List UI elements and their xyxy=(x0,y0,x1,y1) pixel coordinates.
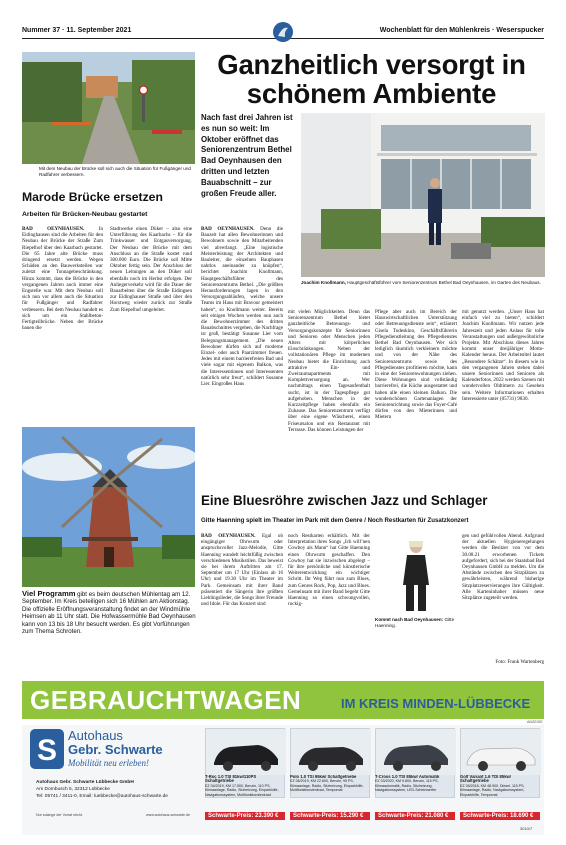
concert-headline: Eine Bluesröhre zwischen Jazz und Schlager xyxy=(201,493,488,508)
car-price-3: Schwarte-Preis: 21.080 € xyxy=(375,812,455,820)
ad-region: IM KREIS MINDEN-LÜBBECKE xyxy=(341,696,531,711)
main-photo-caption xyxy=(301,280,545,286)
main-dateline: BAD OEYNHAUSEN. xyxy=(201,226,255,232)
main-text-col1 xyxy=(201,226,283,480)
singer-caption-text: Gitte Haenning. xyxy=(375,617,455,628)
dealer-website[interactable]: www.autohaus-schwarte.de xyxy=(146,813,190,817)
autohaus-s-logo-icon xyxy=(30,729,64,769)
senior-center-photo xyxy=(301,113,545,277)
main-headline-line1: Ganzheitlich versorgt in xyxy=(217,49,526,80)
car-price-2: Schwarte-Preis: 15.290 € xyxy=(290,812,370,820)
bridge-text-1: In Eidinghausen sind die Arbeiten für den Neubau der Brücke der Straße Zum Riepelhof über den Kaarbach gestartet. Die 65 Jahre alte Brücke muss dringend ersetzt werden. Wegen Schäden an den Bauwerksteilen war zuletzt eine Tonnagebeschränkung. Hinzu kommt, dass die Brücke in den vergangenen Jahren auch immer eine Engstelle war. Mit dem Neubau soll sich nun vor allem auch die Situation für Fußgänger und Radfahrer verbessern. Bei dem Neubau handelt es sich um ein Stahlbeton-Fertigteilbrücke. Neben der Brücke bauen die xyxy=(22,226,103,332)
page-number: 3010/7 xyxy=(520,826,533,831)
mill-lead: Viel Programm xyxy=(22,589,76,598)
singer-photo xyxy=(375,535,457,614)
car-name-4: Golf Variant 1.6 TDI 85kw/ Schaltgetriebe xyxy=(460,775,511,784)
main-text-col3: Pflege aber auch im Bereich der Hauswirtschaftlichen Unterstützung oder Betreuungsdienste sein“, erläutert Gisela Todeskino, Geschäftsführerin Pflegedienstleitung des Pflegedienstes Bethel Bad Oeynhausen. Wer sich lediglich räumlich verkleinern möchte und von der Nähe des Seniorenzentrums sowie des Pflegedienstes profitieren möchte, kann in eine der Seniorenwohnungen ziehen. Diese Wohnungen sind vollständig barrierefrei, die Küche ausgestattet und haben alle einen kleinen Balkon. Die wunderschönen Gartenanlagen der Seniorenrichtung sowie das Foyer-Café dürfen von den Mieterinnen und Mietern xyxy=(375,309,457,421)
main-caption-name: Joachim Knollmann, xyxy=(301,280,346,285)
ad-footnote: Nur solange der Vorrat reicht. xyxy=(36,813,83,817)
ad-tag: ANZEIGE xyxy=(527,720,543,724)
car-info-2 xyxy=(290,775,370,804)
car-details-2: EZ 06/2019, KM 22.600, Benzin, 95 PS, Klimaanlage, Radio, Sitzheizung, Einparkhilfe, Multifunktionslenkrad, Tempomat xyxy=(290,779,364,793)
concert-dateline: BAD OEYNHAUSEN. xyxy=(201,533,256,539)
mill-note xyxy=(22,590,197,635)
singer-caption-lead: Kommt nach Bad Oeynhausen: xyxy=(375,617,444,622)
bridge-subheadline: Arbeiten für Brücken-Neubau gestartet xyxy=(22,211,148,218)
main-text-col2: mit vielen Möglichkeiten. Denn das Seniorenzentrum Bethel bietet ganzheitliche Betreuungs- und Versorgungskonzepte für Seniorinnen und Senioren oder Menschen jeden Alters mit körperlichen Einschränkungen. Neben der vollstationären Pflege im modernen Neubau bietet die Einrichtung auch attraktive Ein- und Zweiraumapartments mit Komplettversorgung an. Wer nachmittags einen Tagesaufenthalt sucht, ist in der Tagespflege gut aufgehoben. Menschen in der Kurzzeitpflege haben ebenfalls ein Zuhause. Das Seniorenzentrum verfügt über eine eigene Wäscherei, einen Friseursalon und ein Restaurant mit Terrasse. Das können Leistungen der xyxy=(288,309,370,433)
car-details-4: EZ 05/2018, KM 48.900, Diesel, 115 PS, Klimaanlage, Radio, Navigationssystem, Einparkhilfe, Tempomat xyxy=(460,783,525,797)
car-name-3: T-Cross 1.0 TSI 85kw/ Automatik xyxy=(375,775,440,779)
bridge-headline: Marode Brücke ersetzen xyxy=(22,190,163,204)
concert-text-col3: gen und gefühlvollen Abend. Aufgrund der aktuellen Hygieneregelungen werden die Besitzer von vor dem 30.08.21 erworbenen Tickets aufgefordert, sich bei der Staatsbad Bad Oeynhausen GmbH zu melden. Um die Abstände zwischen den Sitzplätzen zu gewährleisten, während bisherige Sitzplatzreservierungen ihre Gültigkeit. Alle Karteninhaber müssen neue Sitzplätze zugeteilt werden. xyxy=(462,533,544,602)
dealer-phone-email: Tel: 05741 / 3411-0, Email: luebbecke@autohaus-schwarte.de xyxy=(36,794,168,800)
windmill-photo xyxy=(22,427,195,587)
singer-caption xyxy=(375,617,457,628)
dealer-line1: Autohaus xyxy=(68,728,123,743)
ad-headline: GEBRAUCHTWAGEN xyxy=(30,685,302,715)
bridge-photo-caption: Mit dem Neubau der Brücke soll sich auch die Situation für Fußgänger und Radfahrer verbessern. xyxy=(39,166,191,177)
concert-text-col1 xyxy=(201,533,283,667)
bridge-road-photo xyxy=(22,52,195,164)
bridge-dateline: BAD OEYNHAUSEN. xyxy=(22,226,85,232)
newspaper-logo-icon xyxy=(273,22,293,42)
concert-text-1: Egal ob eingängiger Ohrwurm oder anspruchsvoller Jazz-Melodie, Gitte Haenning wandelt leichtfüßig zwischen verschiedenen Musikstilen. Das beweist sie bei ihrem Auftritten am 17. September um 17 Uhr (Einlass ab 16 Uhr) und 19.30 Uhr im Theater im Park. Gemeinsam mit ihrer Band präsentiert die Sängerin ihre größten Lieblingslieder, die Songs ihrer Freunde und Idole. Für das Konzert sind xyxy=(201,533,283,608)
concert-text-col2: noch Restkarten erhältlich. Mit der Interpretation ihres Songs „Ich will’nen Cowboy als Mann“ hat Gitte Haenning einen Ohrwurm geschaffen. Den Cowboy hat sie inzwischen abgelegt – für ihre persönliche und künstlerische Weiterentwicklung ein wichtiger Schritt. Ihr Weg führt nun zum Blues, zum Genres Rock, Pop, Jazz und Blues. Gemeinsam mit ihrer Band begeht Gitte Haenning so einen schwungvollen, rockig- xyxy=(288,533,370,608)
dealer-company: Autohaus Gebr. Schwarte Lübbecke GmbH xyxy=(36,780,134,785)
svg-text:S: S xyxy=(36,734,58,767)
concert-subheadline: Gitte Haenning spielt im Theater im Park mit dem Genre / Noch Restkarten für Zusatzkonzert xyxy=(201,517,469,524)
dealer-line2: Gebr. Schwarte xyxy=(68,742,163,757)
concert-photo-credit: Foto: Frank Wartenberg xyxy=(495,659,544,665)
mill-text: gibt es beim deutschen Mühlentag am 12. September. Im Kreis beteiligen sich 16 Mühlen am Aktionstag. Die offizielle Eröffnungsveranstaltung findet an der Windmühle Heimsen ab 11 Uhr statt. Die Hofwassermühle Bad Oeynhausen kann von 13 bis 18 Uhr besucht werden. Es gibt Vorführungen zum Thema Schroten. xyxy=(22,591,196,636)
car-details-3: EZ 03/2020, KM 9.800, Benzin, 115 PS, Klimaautomatik, Radio, Sitzheizung, Navigationssystem, LED-Scheinwerfer xyxy=(375,779,439,793)
car-name-1: T-Roc 1.0 TSI 81kw/110PS Schaltgetriebe xyxy=(205,775,257,784)
issue-info: Nummer 37 · 11. September 2021 xyxy=(22,27,132,34)
paper-name: Wochenblatt für den Mühlenkreis · Weserspucker xyxy=(379,27,544,34)
dealer-address: Am Dornbusch 5, 32312 Lübbecke xyxy=(36,787,110,793)
bridge-text-col1 xyxy=(22,226,103,378)
dealer-name xyxy=(68,729,163,757)
main-headline-line2: schönem Ambiente xyxy=(246,78,497,109)
car-info-1 xyxy=(205,775,285,804)
dealer-contact xyxy=(36,779,211,801)
main-teaser: Nach fast drei Jahren ist es nun so weit: Im Oktober eröffnet das Seniorenzentrum Bethel Bad Oeynhausen den dritten und letzten Bauabschnitt – zur großen Freude aller. xyxy=(201,113,293,198)
main-headline xyxy=(199,50,544,108)
main-text-1: Denn die Bauzeit hat allen Bewohnerinnen und Bewohnern sowie den Mitarbeitenden viel abverlangt. „Eine logistische Meisterleistung der Architekten und Bauleiter, die einzelnen Bauphasen nahtlos aneinander zu knüpfen“, berichtet Joachim Knollmann, Hauptgeschäftsführer des Seniorenzentrums Bethel. „Die größten Herausforderungen lagen in den Versorgungsabläufen, welche unsere Teams im Haus mit Bravour gemeistert haben“, so Knollmann weiter. Bereits seit einigen Wochen werden nun auch die Bewohnerzimmer des dritten Bauabschnittes vergeben, die Nachfrage ist groß, bestätigt Susanne Lier vom Belegungsmanagement. „Die neuen Bewohner dürfen sich auf moderne Einzel- oder auch Paarzimmer freuen. Jedes mit einem barrierefreien Bad und viele sogar mit eigenem Balkon, was die Interessentinnen und Interessenten natürlich sehr freut“, schildert Susanne Lier. Eingroßes Haus xyxy=(201,226,283,388)
car-info-4 xyxy=(460,775,540,804)
main-text-col4: mit genutzt werden. „Unser Haus hat einfach viel zu bieten“, schildert Joachim Knollmann. Wir nutzen jede Jahreszeit und jeden Anlass für tolle Veranstaltungen und außergewöhnliche Projekte. Mit Abschluss dieses Jahres kommt unser dreijähriger Motto-Kalender heraus. Der Arbeitstitel lautet „Besondere Schätze“. In diesem wie in den vergangenen Jahren stehen dabei unsere Seniorinnen und Senioren als Kalenderfotos. 2022 werden Szenen mit wundervollen Oldtimern zu Gesehen sein. Weitere Informationen erhalten Interessierte unter (05731) 9830. xyxy=(462,309,544,402)
dealer-slogan: Mobilität neu erleben! xyxy=(68,758,149,768)
car-name-2: Polo 1.0 TSI 95kw/ Schaltgetriebe xyxy=(290,775,357,779)
bridge-text-col2: Stadtwerke einen Düker – also eine Unterführung des Kaarbachs – für die Trinkwasser und Entgasversorgung. Der Neubau der Brücke mit dem Anschluss an die Straße kostet rund 300.000 Euro. Die Brücke soll Mitte Oktober fertig sein. Der Anschluss der neuen Leitungen an den Düker soll ebenfalls noch im Herbst erfolgen. Der Anliegerverkehr wird für die Dauer der Bauarbeiten über die Straße Eidingsen zur Eidinghauser Straße und über den Horstweg wieder zurück zur Straße Zum Riepelhof umgeleitet. xyxy=(110,226,192,313)
car-details-1: EZ 04/2019, KM 17.500, Benzin, 110 PS, Klimaanlage, Radio, Sitzheizung, Einparkhilfe, Navigationssystem, Multifunktionslenkrad xyxy=(205,783,279,797)
main-caption-text: Hauptgeschäftsführer vom Seniorenzentrum Bethel Bad Oeynhausen, im Garten des Neubaus. xyxy=(347,280,541,285)
car-info-3 xyxy=(375,775,455,804)
car-price-1: Schwarte-Preis: 23.390 € xyxy=(205,812,285,820)
car-price-4: Schwarte-Preis: 18.690 € xyxy=(460,812,540,820)
